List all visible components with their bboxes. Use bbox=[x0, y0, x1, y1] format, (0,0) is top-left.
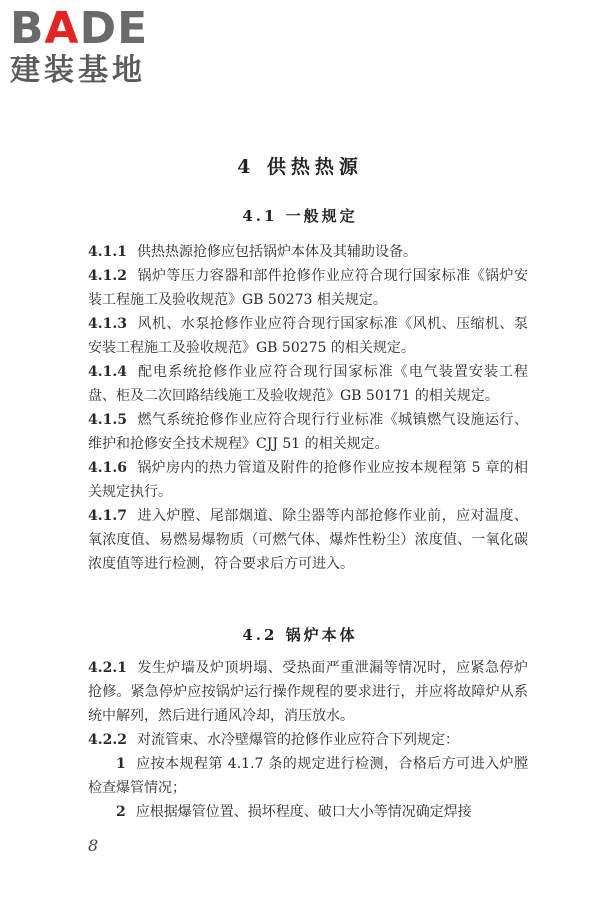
clause-4-1-1: 4.1.1 供热热源抢修应包括锅炉本体及其辅助设备。 bbox=[88, 244, 417, 260]
logo-subtitle: 建装基地 bbox=[10, 53, 146, 88]
clause-4-1-7: 4.1.7 进入炉膛、尾部烟道、除尘器等内部抢修作业前，应对温度、氧浓度值、易燃易爆物质（可燃气体、爆炸性粉尘）浓度值、一氧化碳浓度值等进行检测，符合要求后方可进入。 bbox=[88, 508, 528, 572]
section-title-4-2: 4.2 锅炉本体 bbox=[242, 626, 358, 644]
clause-4-1-4: 4.1.4 配电系统抢修作业应符合现行国家标准《电气装置安装工程 盘、柜及二次回路结线施工及验收规范》GB 50171 的相关规定。 bbox=[88, 364, 528, 404]
clause-4-1-3: 4.1.3 风机、水泵抢修作业应符合现行国家标准《风机、压缩机、泵安装工程施工及验收规范》GB 50275 的相关规定。 bbox=[88, 316, 528, 356]
section-title-4-1: 4.1 一般规定 bbox=[242, 207, 358, 225]
page-number: 8 bbox=[88, 836, 99, 855]
chapter-title: 4 供热热源 bbox=[237, 156, 363, 178]
section-4-2-body bbox=[88, 656, 528, 824]
bade-logo bbox=[10, 3, 149, 88]
section-4-1-body bbox=[88, 240, 528, 576]
subclause-2: 2 应根据爆管位置、损坏程度、破口大小等情况确定焊接 bbox=[116, 804, 472, 820]
clause-4-2-2: 4.2.2 对流管束、水冷壁爆管的抢修作业应符合下列规定： bbox=[88, 732, 459, 748]
logo-wordmark: BADE bbox=[10, 3, 149, 54]
clause-4-1-2: 4.1.2 锅炉等压力容器和部件抢修作业应符合现行国家标准《锅炉安装工程施工及验收规范》GB 50273 相关规定。 bbox=[88, 268, 528, 308]
clause-4-1-6: 4.1.6 锅炉房内的热力管道及附件的抢修作业应按本规程第 5 章的相关规定执行。 bbox=[88, 460, 528, 500]
clause-4-1-5: 4.1.5 燃气系统抢修作业应符合现行行业标准《城镇燃气设施运行、维护和抢修安全技术规程》CJJ 51 的相关规定。 bbox=[88, 412, 528, 452]
clause-4-2-1: 4.2.1 发生炉墙及炉顶坍塌、受热面严重泄漏等情况时，应紧急停炉抢修。紧急停炉应按锅炉运行操作规程的要求进行，并应将故障炉从系统中解列，然后进行通风冷却，消压放水。 bbox=[88, 660, 528, 724]
subclause-1: 1 应按本规程第 4.1.7 条的规定进行检测，合格后方可进入炉膛检查爆管情况； bbox=[88, 756, 528, 796]
